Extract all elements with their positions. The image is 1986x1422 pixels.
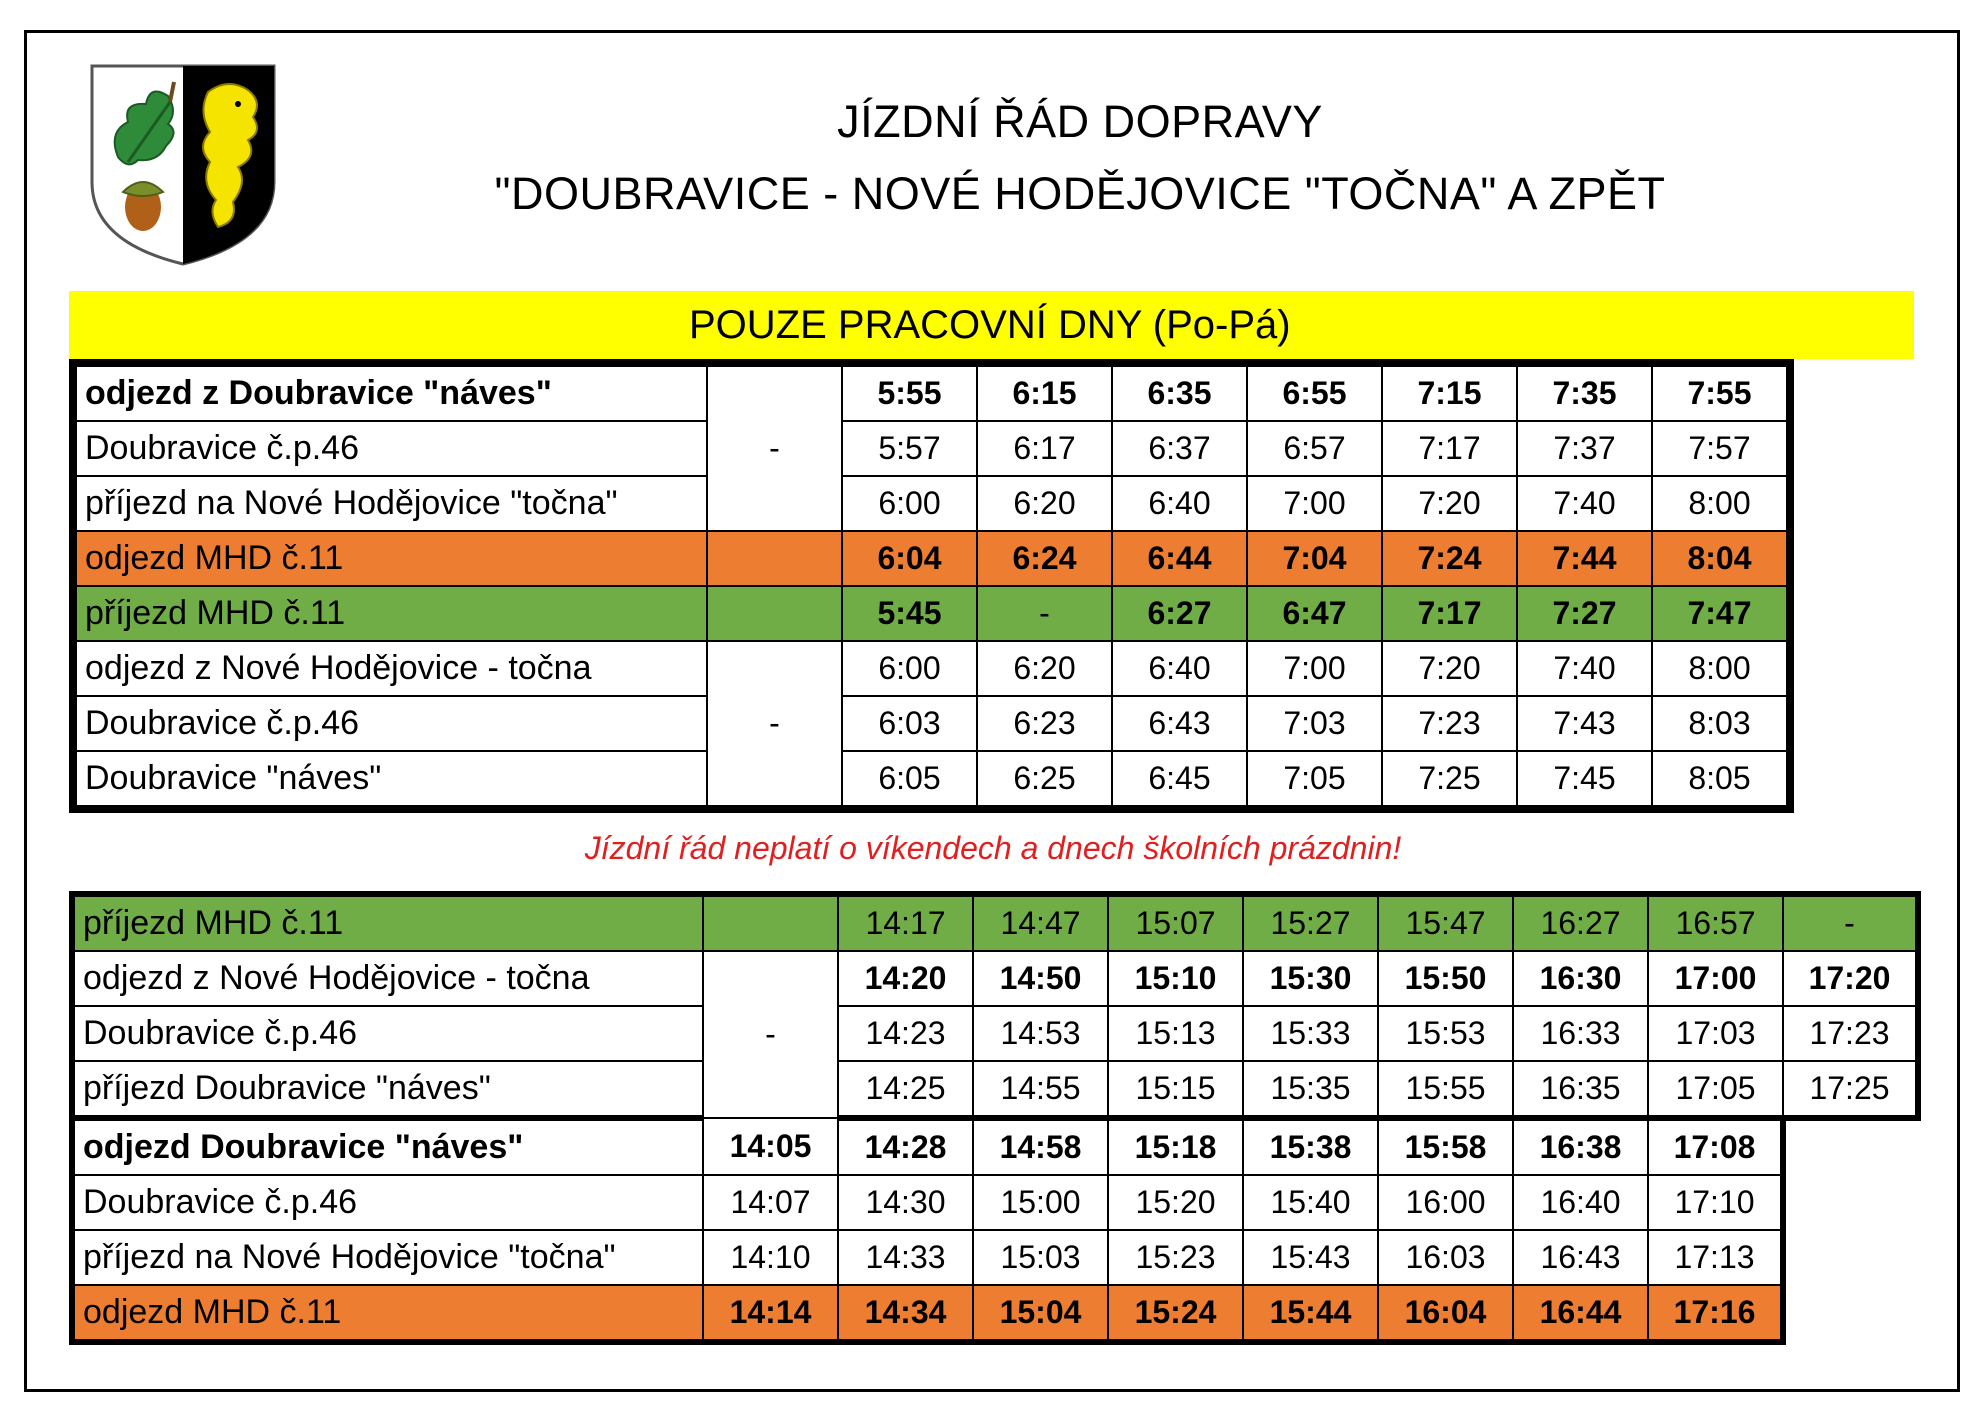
empty-cell: - [707,366,842,531]
row-label: příjezd MHD č.11 [76,586,707,641]
time-cell: 15:23 [1108,1230,1243,1285]
table-row [72,1175,1918,1230]
time-cell: 16:33 [1513,1006,1648,1061]
time-cell: 17:25 [1783,1061,1918,1118]
time-cell: 15:43 [1243,1230,1378,1285]
time-cell: 6:05 [842,751,977,806]
time-cell: 16:38 [1513,1118,1648,1175]
time-cell: 7:40 [1517,641,1652,696]
time-cell: 15:33 [1243,1006,1378,1061]
time-cell: 7:45 [1517,751,1652,806]
time-cell: 17:23 [1783,1006,1918,1061]
time-cell: 17:20 [1783,951,1918,1006]
row-label: odjezd Doubravice "náves" [72,1118,703,1175]
time-cell: 14:33 [838,1230,973,1285]
time-cell: 14:28 [838,1118,973,1175]
time-cell: 5:57 [842,421,977,476]
time-cell: 7:24 [1382,531,1517,586]
time-cell: 7:40 [1517,476,1652,531]
time-cell: 7:00 [1247,476,1382,531]
time-cell: 16:00 [1378,1175,1513,1230]
time-cell: 8:00 [1652,476,1787,531]
time-cell: 15:35 [1243,1061,1378,1118]
time-cell: 15:03 [973,1230,1108,1285]
time-cell: 7:27 [1517,586,1652,641]
time-cell: 6:20 [977,641,1112,696]
time-cell: 14:30 [838,1175,973,1230]
time-cell: 6:00 [842,476,977,531]
row-label: odjezd MHD č.11 [72,1285,703,1342]
time-cell: 6:43 [1112,696,1247,751]
row-label: příjezd Doubravice "náves" [72,1061,703,1118]
time-cell: 6:37 [1112,421,1247,476]
row-label: příjezd na Nové Hodějovice "točna" [76,476,707,531]
time-cell: 7:23 [1382,696,1517,751]
table-row [72,1118,1918,1175]
time-cell: 17:10 [1648,1175,1783,1230]
time-cell: 6:00 [842,641,977,696]
time-cell: 6:27 [1112,586,1247,641]
time-cell: 15:40 [1243,1175,1378,1230]
time-cell: 7:55 [1652,366,1787,421]
time-cell: 6:44 [1112,531,1247,586]
time-cell: 17:13 [1648,1230,1783,1285]
time-cell: 16:04 [1378,1285,1513,1342]
empty-cell [1783,1285,1918,1342]
time-cell: 15:47 [1378,894,1513,951]
row-label: příjezd na Nové Hodějovice "točna" [72,1230,703,1285]
coat-of-arms-icon [88,62,278,268]
time-cell: 15:20 [1108,1175,1243,1230]
time-cell: 7:25 [1382,751,1517,806]
time-cell: 14:14 [703,1285,838,1342]
table-row [76,366,1787,421]
working-days-banner: POUZE PRACOVNÍ DNY (Po-Pá) [69,291,1914,359]
time-cell: 6:25 [977,751,1112,806]
time-cell: 7:35 [1517,366,1652,421]
time-cell: 14:17 [838,894,973,951]
time-cell: 7:00 [1247,641,1382,696]
time-cell: 6:15 [977,366,1112,421]
row-label: Doubravice č.p.46 [72,1175,703,1230]
table-row [76,751,1787,806]
time-cell: 6:24 [977,531,1112,586]
time-cell: 15:53 [1378,1006,1513,1061]
row-label: Doubravice č.p.46 [76,696,707,751]
table-row-mhd-arrival [76,586,1787,641]
row-label: odjezd z Doubravice "náves" [76,366,707,421]
row-label: Doubravice "náves" [76,751,707,806]
time-cell: 17:08 [1648,1118,1783,1175]
time-cell: 16:03 [1378,1230,1513,1285]
table-row [72,951,1918,1006]
time-cell: 14:05 [703,1118,838,1175]
table-row-mhd-departure [72,1285,1918,1342]
time-cell: 14:20 [838,951,973,1006]
row-label: Doubravice č.p.46 [76,421,707,476]
time-cell: 7:03 [1247,696,1382,751]
time-cell: 14:10 [703,1230,838,1285]
time-cell: - [1783,894,1918,951]
time-cell: 15:38 [1243,1118,1378,1175]
time-cell: 15:00 [973,1175,1108,1230]
time-cell: 16:40 [1513,1175,1648,1230]
empty-cell [703,894,838,951]
time-cell: 15:10 [1108,951,1243,1006]
row-label: Doubravice č.p.46 [72,1006,703,1061]
time-cell: 17:05 [1648,1061,1783,1118]
time-cell: 14:23 [838,1006,973,1061]
empty-cell [707,531,842,586]
empty-cell [1783,1175,1918,1230]
empty-cell [1783,1118,1918,1175]
time-cell: 15:27 [1243,894,1378,951]
table-row [76,421,1787,476]
time-cell: 7:37 [1517,421,1652,476]
time-cell: 15:50 [1378,951,1513,1006]
time-cell: 15:58 [1378,1118,1513,1175]
time-cell: 8:04 [1652,531,1787,586]
time-cell: 15:30 [1243,951,1378,1006]
time-cell: 5:45 [842,586,977,641]
time-cell: 6:55 [1247,366,1382,421]
afternoon-schedule [69,891,1921,1345]
time-cell: 7:57 [1652,421,1787,476]
time-cell: 15:13 [1108,1006,1243,1061]
row-label: odjezd z Nové Hodějovice - točna [76,641,707,696]
table-row [76,476,1787,531]
time-cell: 16:27 [1513,894,1648,951]
time-cell: 17:03 [1648,1006,1783,1061]
time-cell: 15:18 [1108,1118,1243,1175]
row-label: příjezd MHD č.11 [72,894,703,951]
time-cell: 7:47 [1652,586,1787,641]
time-cell: 14:34 [838,1285,973,1342]
time-cell: 6:03 [842,696,977,751]
time-cell: 15:04 [973,1285,1108,1342]
table-row-mhd-arrival [72,894,1918,951]
page-title-line2: "DOUBRAVICE - NOVÉ HODĚJOVICE "TOČNA" A ZPĚT [494,168,1666,219]
time-cell: 7:17 [1382,586,1517,641]
time-cell: 17:16 [1648,1285,1783,1342]
time-cell: 7:44 [1517,531,1652,586]
empty-cell [1783,1230,1918,1285]
time-cell: 14:47 [973,894,1108,951]
time-cell: 7:04 [1247,531,1382,586]
time-cell: 6:35 [1112,366,1247,421]
time-cell: 7:20 [1382,476,1517,531]
time-cell: 8:03 [1652,696,1787,751]
table-row-mhd-departure [76,531,1787,586]
time-cell: 16:30 [1513,951,1648,1006]
time-cell: 14:07 [703,1175,838,1230]
time-cell: 6:17 [977,421,1112,476]
time-cell: 14:53 [973,1006,1108,1061]
table-row [76,696,1787,751]
time-cell: 16:35 [1513,1061,1648,1118]
time-cell: 15:24 [1108,1285,1243,1342]
page-title-line1: JÍZDNÍ ŘÁD DOPRAVY [837,96,1323,147]
empty-cell: - [703,951,838,1118]
time-cell: 8:00 [1652,641,1787,696]
time-cell: 6:47 [1247,586,1382,641]
time-cell: 7:20 [1382,641,1517,696]
time-cell: 7:17 [1382,421,1517,476]
validity-note: Jízdní řád neplatí o víkendech a dnech školních prázdnin! [584,830,1402,866]
time-cell: 6:23 [977,696,1112,751]
time-cell: 15:44 [1243,1285,1378,1342]
time-cell: 8:05 [1652,751,1787,806]
time-cell: 6:40 [1112,476,1247,531]
table-row [76,641,1787,696]
time-cell: 15:55 [1378,1061,1513,1118]
time-cell: 16:44 [1513,1285,1648,1342]
time-cell: 6:04 [842,531,977,586]
table-row [72,1061,1918,1118]
time-cell: 6:57 [1247,421,1382,476]
empty-cell: - [707,641,842,806]
time-cell: 7:15 [1382,366,1517,421]
time-cell: 15:07 [1108,894,1243,951]
time-cell: 6:20 [977,476,1112,531]
time-cell: 16:43 [1513,1230,1648,1285]
row-label: odjezd z Nové Hodějovice - točna [72,951,703,1006]
time-cell: 17:00 [1648,951,1783,1006]
time-cell: 14:55 [973,1061,1108,1118]
time-cell: 14:25 [838,1061,973,1118]
time-cell: 15:15 [1108,1061,1243,1118]
time-cell: 14:50 [973,951,1108,1006]
time-cell: 16:57 [1648,894,1783,951]
time-cell: 14:58 [973,1118,1108,1175]
empty-cell [707,586,842,641]
time-cell: - [977,586,1112,641]
morning-schedule [69,359,1794,813]
table-row [72,1230,1918,1285]
table-row [72,1006,1918,1061]
time-cell: 6:45 [1112,751,1247,806]
time-cell: 6:40 [1112,641,1247,696]
time-cell: 5:55 [842,366,977,421]
row-label: odjezd MHD č.11 [76,531,707,586]
time-cell: 7:43 [1517,696,1652,751]
time-cell: 7:05 [1247,751,1382,806]
